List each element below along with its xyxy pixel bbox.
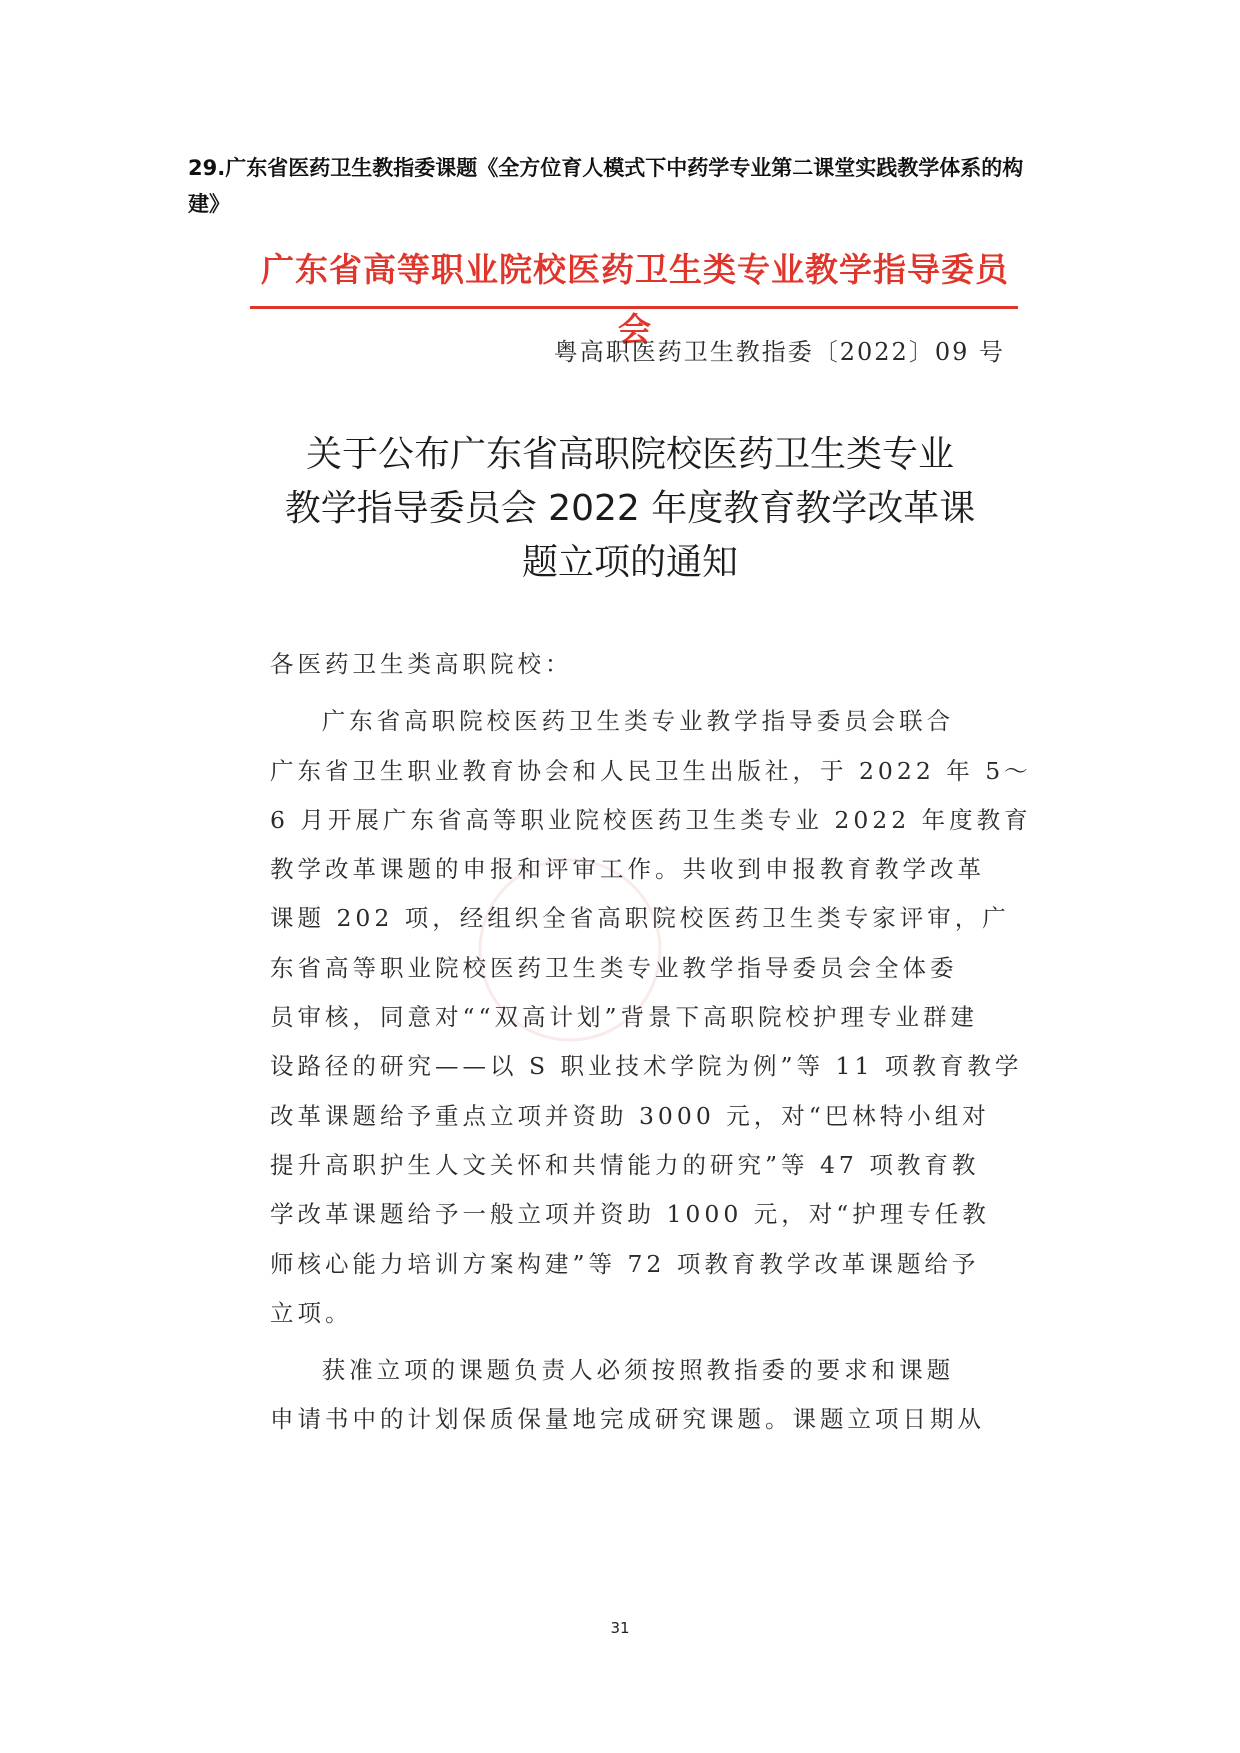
body-line: 东省高等职业院校医药卫生类专业教学指导委员会全体委 xyxy=(270,953,958,982)
body-line: 6 月开展广东省高等职业院校医药卫生类专业 2022 年度教育 xyxy=(270,805,1032,834)
body-line: 改革课题给予重点立项并资助 3000 元，对“巴林特小组对 xyxy=(270,1101,990,1130)
section-heading xyxy=(188,150,1068,222)
body-paragraph-1 xyxy=(270,697,1032,1338)
body-line: 获准立项的课题负责人必须按照教指委的要求和课题 xyxy=(321,1356,955,1385)
section-heading-line-2: 建》 xyxy=(188,192,230,216)
section-heading-line-1: 29.广东省医药卫生教指委课题《全方位育人模式下中药学专业第二课堂实践教学体系的构 xyxy=(188,156,1024,180)
notice-title xyxy=(230,428,1030,590)
body-line: 员审核，同意对““双高计划”背景下高职院校护理专业群建 xyxy=(270,1003,979,1032)
body-line: 申请书中的计划保质保量地完成研究课题。课题立项日期从 xyxy=(270,1405,985,1434)
document-number: 粤高职医药卫生教指委〔2022〕09 号 xyxy=(553,338,1005,366)
notice-title-line-2: 教学指导委员会 2022 年度教育教学改革课 xyxy=(284,488,976,529)
body-line: 设路径的研究——以 S 职业技术学院为例”等 11 项教育教学 xyxy=(270,1052,1023,1081)
notice-title-line-1: 关于公布广东省高职院校医药卫生类专业 xyxy=(305,434,954,475)
body-line: 立项。 xyxy=(270,1298,353,1327)
salutation: 各医药卫生类高职院校： xyxy=(270,650,573,678)
body-line: 广东省高职院校医药卫生类专业教学指导委员会联合 xyxy=(321,707,955,736)
notice-title-line-3: 题立项的通知 xyxy=(521,542,738,583)
page-number: 31 xyxy=(610,1619,630,1637)
red-header-rule xyxy=(250,306,1018,309)
body-line: 师核心能力培训方案构建”等 72 项教育教学改革课题给予 xyxy=(270,1249,980,1278)
body-line: 课题 202 项，经组织全省高职院校医药卫生类专家评审，广 xyxy=(270,904,1010,933)
body-line: 教学改革课题的申报和评审工作。共收到申报教育教学改革 xyxy=(270,855,985,884)
issuing-organization-header: 广东省高等职业院校医药卫生类专业教学指导委员会 xyxy=(261,250,1009,349)
body-line: 广东省卫生职业教育协会和人民卫生出版社，于 2022 年 5～ xyxy=(270,756,1032,785)
body-line: 学改革课题给予一般立项并资助 1000 元，对“护理专任教 xyxy=(270,1200,990,1229)
body-line: 提升高职护生人文关怀和共情能力的研究”等 47 项教育教 xyxy=(270,1150,980,1179)
notice-body xyxy=(270,640,1032,1445)
body-paragraph-2 xyxy=(270,1346,1005,1445)
